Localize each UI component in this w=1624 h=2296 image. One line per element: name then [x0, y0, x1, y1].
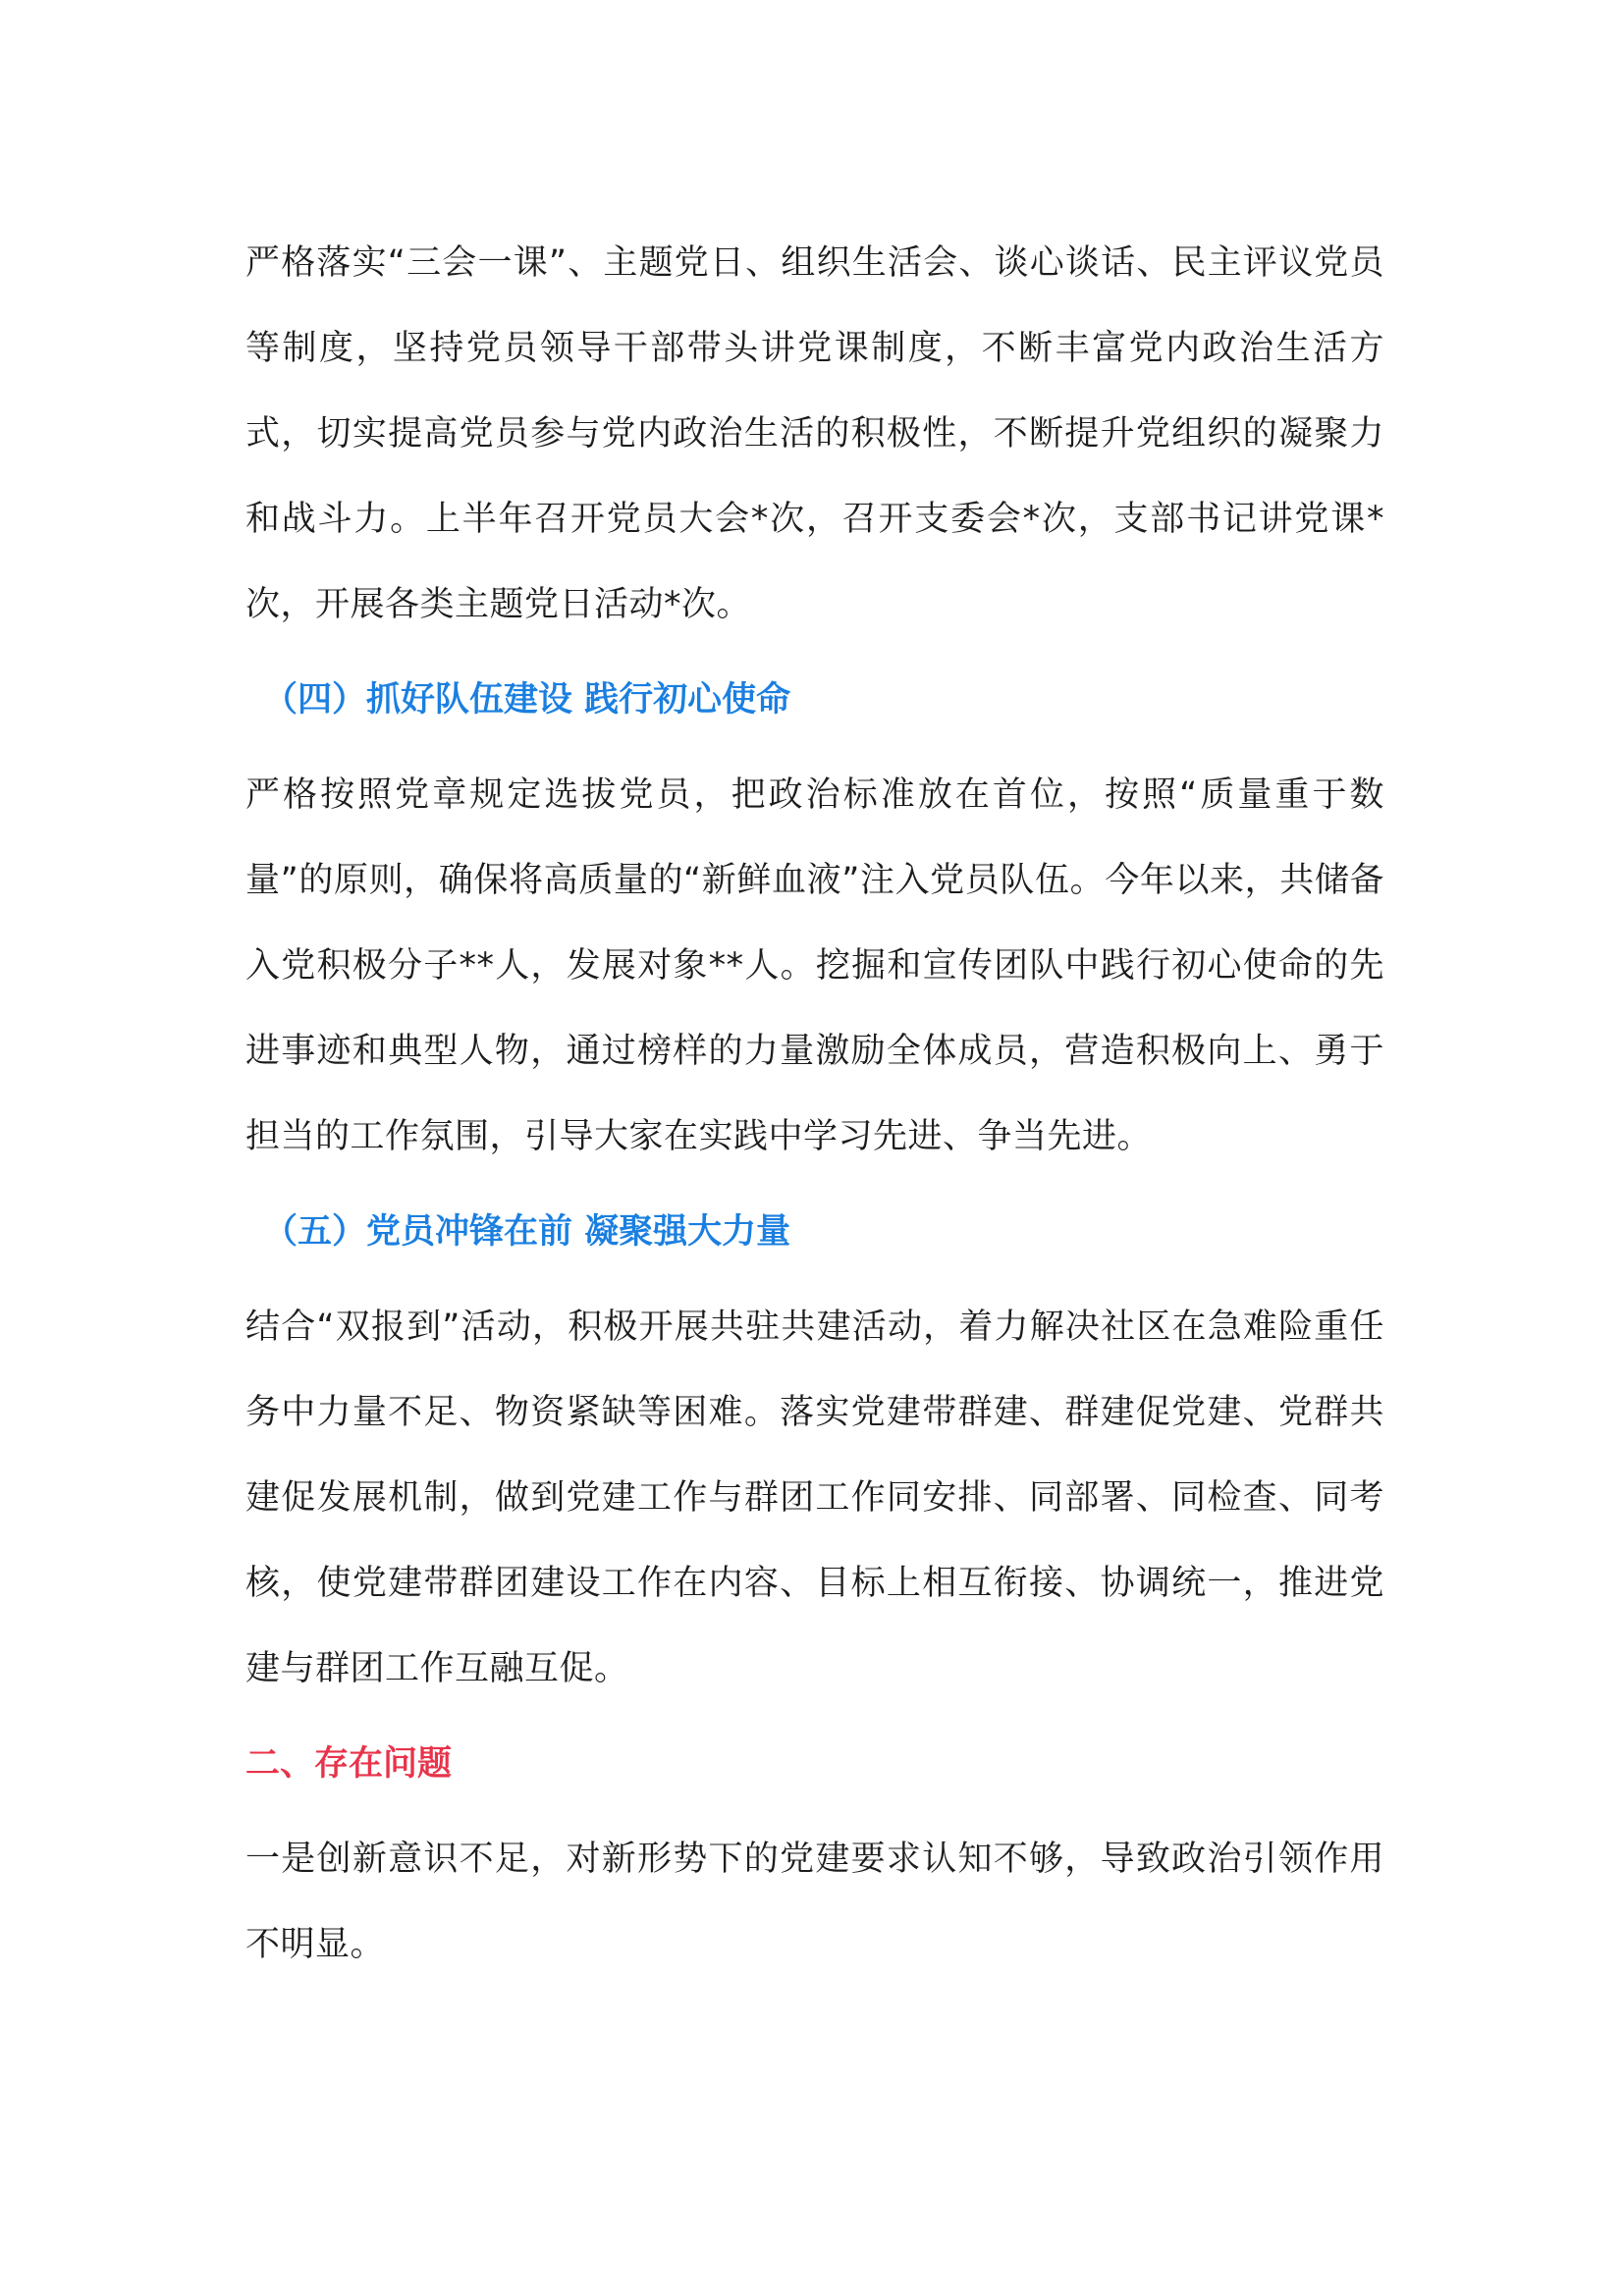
spacer — [245, 1712, 1384, 1722]
spacer — [245, 648, 1384, 658]
section-heading-problems: 二、存在问题 — [245, 1744, 453, 1784]
subheading-team-building: （四）抓好队伍建设 践行初心使命 — [263, 680, 791, 720]
subheading-members-lead: （五）党员冲锋在前 凝聚强大力量 — [263, 1212, 791, 1252]
paragraph-problem-one: 一是创新意识不足，对新形势下的党建要求认知不够，导致政治引领作用不明显。 — [245, 1840, 1384, 1964]
paragraph-member-selection: 严格按照党章规定选拔党员，把政治标准放在首位，按照“质量重于数量”的原则，确保将高质量的“新鲜血液”注入党员队伍。今年以来，共储备入党积极分子**人，发展对象**人。挖掘和宣传团队中践行初心使命的先进事迹和典型人物，通过榜样的力量激励全体成员，营造积极向上、勇于担当的工作氛围，引导大家在实践中学习先进、争当先进。 — [245, 775, 1384, 1156]
spacer — [245, 1807, 1384, 1817]
spacer — [245, 743, 1384, 753]
paragraph-party-life: 严格落实“三会一课”、主题党日、组织生活会、谈心谈话、民主评议党员等制度，坚持党员领导干部带头讲党课制度，不断丰富党内政治生活方式，切实提高党员参与党内政治生活的积极性，不断提升党组织的凝聚力和战斗力。上半年召开党员大会*次，召开支委会*次，支部书记讲党课*次，开展各类主题党日活动*次。 — [245, 243, 1384, 624]
spacer — [245, 1180, 1384, 1190]
paragraph-dual-reporting: 结合“双报到”活动，积极开展共驻共建活动，着力解决社区在急难险重任务中力量不足、物资紧缺等困难。落实党建带群建、群建促党建、党群共建促发展机制，做到党建工作与群团工作同安排、同部署、同检查、同考核，使党建带群团建设工作在内容、目标上相互衔接、协调统一，推进党建与群团工作互融互促。 — [245, 1308, 1384, 1688]
spacer — [245, 1275, 1384, 1285]
document-page — [245, 221, 1384, 1988]
